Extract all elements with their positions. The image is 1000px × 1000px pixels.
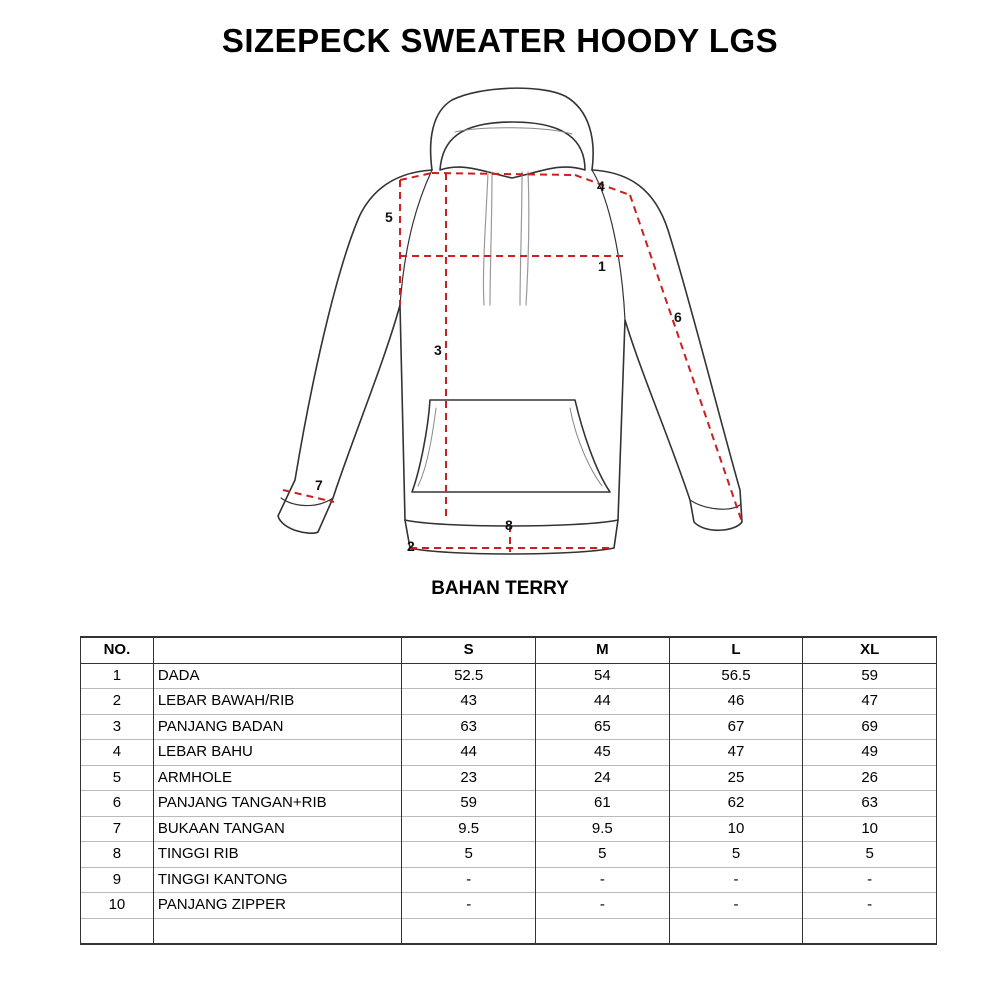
table-row	[81, 816, 937, 842]
cell-m: 24	[536, 765, 670, 791]
cell-s: 43	[402, 689, 536, 715]
header-l: L	[669, 637, 803, 663]
cell-s: 63	[402, 714, 536, 740]
cell-m	[536, 918, 670, 944]
body-right-outline	[592, 170, 742, 530]
cell-xl	[803, 918, 937, 944]
cell-no: 6	[81, 791, 154, 817]
cell-s: -	[402, 867, 536, 893]
cell-l: 67	[669, 714, 803, 740]
cell-xl: -	[803, 867, 937, 893]
table-row	[81, 867, 937, 893]
marker-2: 2	[407, 538, 415, 554]
cell-name: PANJANG ZIPPER	[153, 893, 402, 919]
header-no: NO.	[81, 637, 154, 663]
cell-l: 46	[669, 689, 803, 715]
table-row	[81, 714, 937, 740]
cell-s: 52.5	[402, 663, 536, 689]
cell-xl: 10	[803, 816, 937, 842]
guide-4-shoulder	[400, 173, 432, 180]
cell-name: TINGGI RIB	[153, 842, 402, 868]
cell-name	[153, 918, 402, 944]
header-xl: XL	[803, 637, 937, 663]
marker-7: 7	[315, 477, 323, 493]
cell-no: 10	[81, 893, 154, 919]
drawstring-right	[520, 172, 529, 305]
table-row	[81, 663, 937, 689]
cell-m: -	[536, 893, 670, 919]
cell-name: BUKAAN TANGAN	[153, 816, 402, 842]
cell-m: 65	[536, 714, 670, 740]
cell-l: 47	[669, 740, 803, 766]
cell-no: 3	[81, 714, 154, 740]
cell-name: PANJANG BADAN	[153, 714, 402, 740]
cell-s: 9.5	[402, 816, 536, 842]
cell-name: TINGGI KANTONG	[153, 867, 402, 893]
cell-no: 5	[81, 765, 154, 791]
guide-7-cuff	[283, 490, 334, 502]
table-row	[81, 893, 937, 919]
cell-no: 1	[81, 663, 154, 689]
cell-l: -	[669, 893, 803, 919]
cell-m: 54	[536, 663, 670, 689]
cell-m: 45	[536, 740, 670, 766]
cell-s	[402, 918, 536, 944]
drawstring-left	[483, 172, 492, 305]
cell-l: -	[669, 867, 803, 893]
cell-s: 23	[402, 765, 536, 791]
cell-xl: 69	[803, 714, 937, 740]
cell-xl: 59	[803, 663, 937, 689]
table-header-row	[81, 637, 937, 663]
cell-no: 9	[81, 867, 154, 893]
cell-m: -	[536, 867, 670, 893]
cell-l: 25	[669, 765, 803, 791]
guide-6-sleeve	[630, 195, 742, 522]
header-s: S	[402, 637, 536, 663]
body-left-outline	[278, 170, 432, 533]
cell-m: 44	[536, 689, 670, 715]
marker-8: 8	[505, 517, 513, 533]
table-row	[81, 765, 937, 791]
cell-no: 8	[81, 842, 154, 868]
cell-xl: 63	[803, 791, 937, 817]
size-table	[80, 636, 937, 945]
table-row	[81, 791, 937, 817]
marker-5: 5	[385, 209, 393, 225]
material-caption: BAHAN TERRY	[431, 578, 569, 599]
cell-m: 5	[536, 842, 670, 868]
cell-xl: 26	[803, 765, 937, 791]
cell-no: 4	[81, 740, 154, 766]
page-title: SIZEPECK SWEATER HOODY LGS	[221, 22, 779, 59]
guide-top-line	[432, 173, 575, 175]
table-row-empty	[81, 918, 937, 944]
cell-no	[81, 918, 154, 944]
header-m: M	[536, 637, 670, 663]
cell-xl: 47	[803, 689, 937, 715]
cell-name: LEBAR BAHU	[153, 740, 402, 766]
cell-xl: 49	[803, 740, 937, 766]
table-row	[81, 740, 937, 766]
cell-m: 9.5	[536, 816, 670, 842]
cell-name: PANJANG TANGAN+RIB	[153, 791, 402, 817]
marker-3: 3	[434, 342, 442, 358]
cell-m: 61	[536, 791, 670, 817]
cell-s: 59	[402, 791, 536, 817]
marker-1: 1	[598, 258, 606, 274]
cell-l: 56.5	[669, 663, 803, 689]
cell-l	[669, 918, 803, 944]
cell-l: 62	[669, 791, 803, 817]
cell-no: 7	[81, 816, 154, 842]
marker-4: 4	[597, 178, 605, 194]
header-name	[153, 637, 402, 663]
cell-s: 5	[402, 842, 536, 868]
cell-no: 2	[81, 689, 154, 715]
hood-outline	[431, 88, 594, 170]
kangaroo-pocket	[412, 400, 610, 492]
table-row	[81, 842, 937, 868]
cell-name: ARMHOLE	[153, 765, 402, 791]
cell-l: 10	[669, 816, 803, 842]
marker-6: 6	[674, 309, 682, 325]
cell-xl: 5	[803, 842, 937, 868]
hoodie-diagram	[250, 82, 750, 562]
cell-name: DADA	[153, 663, 402, 689]
cell-xl: -	[803, 893, 937, 919]
cell-name: LEBAR BAWAH/RIB	[153, 689, 402, 715]
cell-l: 5	[669, 842, 803, 868]
cell-s: -	[402, 893, 536, 919]
table-row	[81, 689, 937, 715]
cell-s: 44	[402, 740, 536, 766]
